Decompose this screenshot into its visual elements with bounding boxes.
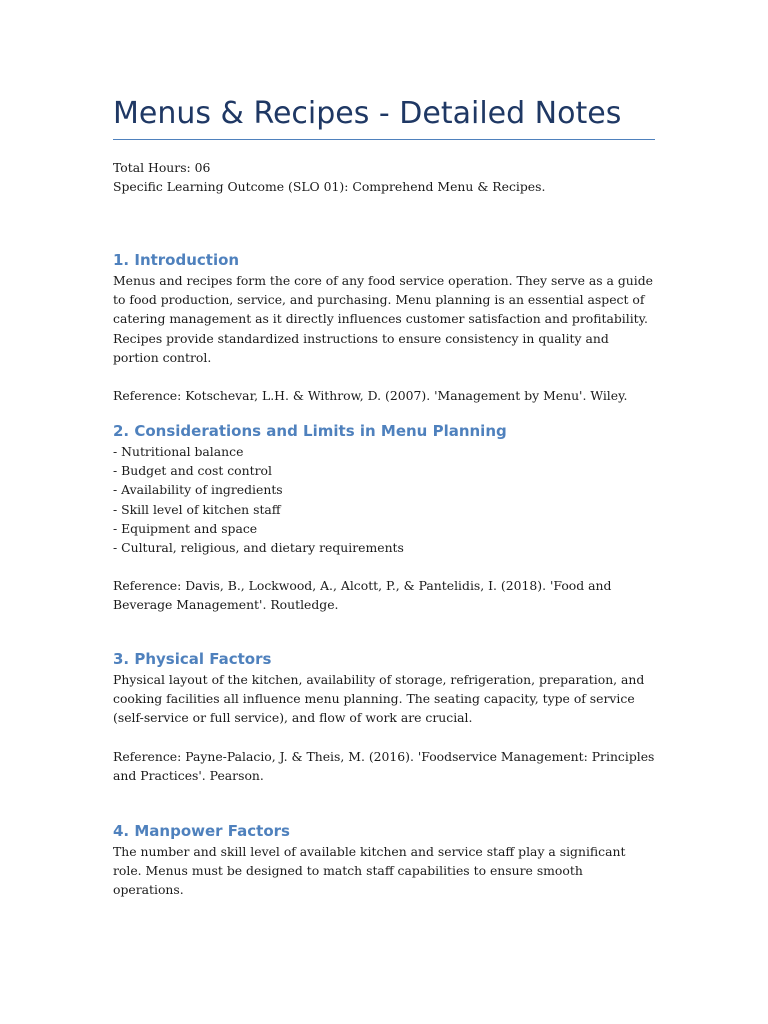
learning-outcome: Specific Learning Outcome (SLO 01): Comprehend Menu & Recipes. <box>113 179 546 195</box>
total-hours: Total Hours: 06 <box>113 160 211 175</box>
section-reference: Reference: Kotschevar, L.H. & Withrow, D. (2007). 'Management by Menu'. Wiley. <box>113 388 628 404</box>
section-physical-factors <box>113 648 655 785</box>
section-body: The number and skill level of available kitchen and service staff play a significant role. Menus must be designed to match staff capabilities to ensure smooth operations. <box>113 844 626 898</box>
section-manpower-factors <box>113 820 655 900</box>
considerations-list <box>113 442 655 557</box>
section-considerations <box>113 420 655 615</box>
section-heading: 3. Physical Factors <box>113 650 272 668</box>
list-item: - Budget and cost control <box>113 463 272 479</box>
section-heading: 4. Manpower Factors <box>113 822 290 840</box>
list-item: - Cultural, religious, and dietary requirements <box>113 540 404 556</box>
section-reference: Reference: Payne-Palacio, J. & Theis, M. (2016). 'Foodservice Management: Principles and Practices'. Pearson. <box>113 748 655 783</box>
list-item: - Availability of ingredients <box>113 482 283 498</box>
list-item: - Nutritional balance <box>113 444 244 459</box>
section-body: Menus and recipes form the core of any food service operation. They serve as a guide to food production, service, and purchasing. Menu planning is an essential aspect of catering management as it directly influences customer satisfaction and profitability. Recipes provide standardized instructions to ensure consistency in quality and portion control. <box>113 273 654 365</box>
section-introduction <box>113 249 655 405</box>
list-item: - Equipment and space <box>113 520 258 536</box>
section-reference: Reference: Davis, B., Lockwood, A., Alcott, P., & Pantelidis, I. (2018). 'Food and Beverage Management'. Routledge. <box>113 578 612 613</box>
list-item: - Skill level of kitchen staff <box>113 501 281 517</box>
section-body: Physical layout of the kitchen, availability of storage, refrigeration, preparation, and cooking facilities all influence menu planning. The seating capacity, type of service (self-service or full service), and flow of work are crucial. <box>113 672 645 726</box>
document-meta <box>113 158 655 196</box>
title-underline <box>113 139 655 140</box>
section-heading: 1. Introduction <box>113 251 240 269</box>
section-heading: 2. Considerations and Limits in Menu Planning <box>113 422 507 440</box>
document-title: Menus & Recipes - Detailed Notes <box>113 96 622 131</box>
